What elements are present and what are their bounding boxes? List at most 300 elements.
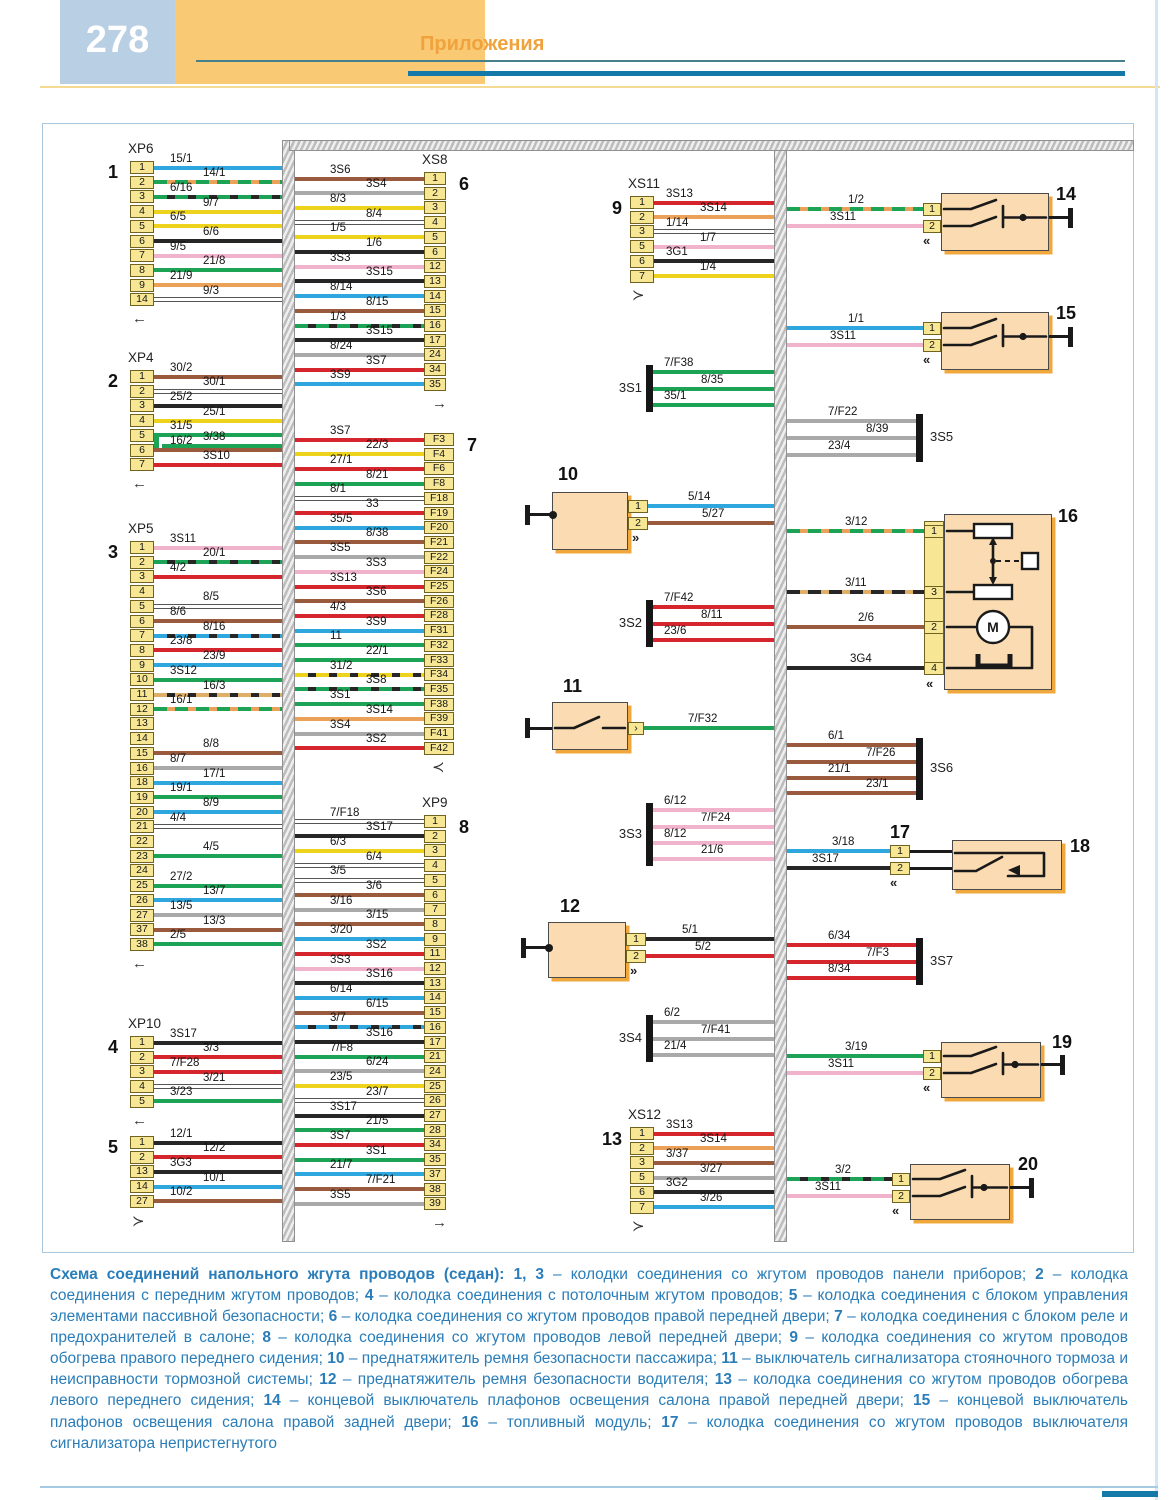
wire — [787, 1071, 923, 1075]
wire-label: 3S11 — [830, 330, 857, 342]
wire — [295, 382, 424, 386]
wire — [295, 511, 424, 515]
wire-label: 23/8 — [170, 635, 193, 648]
wire-label: 22/1 — [366, 645, 389, 657]
connector-pin: 16 — [130, 762, 154, 775]
wire-label: 6/6 — [203, 226, 219, 238]
connector-pin: 25 — [130, 879, 154, 892]
splice-label: 3S5 — [930, 429, 954, 444]
wire — [295, 908, 424, 912]
connector-pin: 2 — [924, 621, 944, 634]
wire-label: 7/F3 — [866, 947, 890, 959]
connector-pin: 7 — [130, 458, 154, 471]
wire-label: 3S7 — [330, 1129, 351, 1142]
connector-pin: 1 — [630, 196, 654, 209]
wire-label: 3/26 — [700, 1192, 723, 1204]
connector-pin: 1 — [923, 322, 941, 335]
wire-label: 3S1 — [366, 1144, 387, 1157]
wire-fork — [154, 433, 159, 448]
connector-pin: 17 — [424, 1036, 446, 1049]
wire — [295, 438, 424, 442]
wire-label: 3/18 — [832, 836, 855, 848]
wire-label: 3/21 — [203, 1071, 226, 1084]
harness-bus — [282, 140, 295, 1242]
wire-label: 21/8 — [203, 255, 226, 268]
connector-index: 13 — [601, 1129, 622, 1149]
wire-label: 3S10 — [203, 449, 230, 462]
wire-label: 8/8 — [203, 738, 219, 751]
wire-label: 3S7 — [366, 354, 387, 367]
wire-label: 3/16 — [330, 894, 353, 907]
wire — [654, 274, 774, 278]
connector-pin: F22 — [424, 551, 454, 564]
caption-term: Схема соединений напольного жгута проводов (седан): — [50, 1266, 514, 1283]
wire-label: 8/4 — [366, 207, 382, 220]
wire-label: 22/3 — [366, 439, 389, 452]
wire-label: 3/27 — [700, 1162, 723, 1175]
wire — [787, 419, 916, 423]
wire — [295, 629, 424, 633]
connector-pin: 22 — [130, 835, 154, 848]
connector-pin: 19 — [130, 791, 154, 804]
ground-icon — [1068, 327, 1073, 347]
wire-label: 7/F38 — [664, 357, 694, 369]
wire-label: 8/38 — [366, 527, 389, 540]
connector-index: 8 — [459, 817, 470, 837]
wire-label: 10/2 — [170, 1186, 193, 1199]
connector-pin: 9 — [130, 659, 154, 672]
wire — [295, 220, 424, 225]
page-edge-bottom — [40, 1486, 1158, 1488]
caption-term: 7 — [834, 1308, 843, 1326]
connector-end-symbol: ← — [132, 954, 147, 972]
wire-label: 9/7 — [203, 196, 219, 209]
wire — [295, 1187, 424, 1191]
connector-end-symbol: ≻ — [132, 1212, 145, 1230]
wire-label: 3/5 — [330, 865, 346, 878]
caption-text: – колодка соединения с потолочным жгутом проводов; — [373, 1287, 789, 1305]
wire-label: 3S4 — [366, 178, 387, 191]
splice-label: 3S3 — [618, 825, 642, 841]
connector-pin: 6 — [130, 444, 154, 457]
ground-line — [1049, 335, 1068, 338]
connector-pin: 39 — [424, 1197, 446, 1210]
component-number: 14 — [1056, 184, 1077, 204]
caption-text: – выключатель сигнализатора стояночного тормоза и неисправности тормозной системы; — [50, 1350, 1128, 1389]
wire-label: 7/F41 — [701, 1024, 731, 1036]
wire-label: 17/1 — [203, 767, 226, 780]
wire — [787, 529, 924, 533]
connector-pin: 3 — [130, 190, 154, 203]
connector-pin: 2 — [892, 1190, 910, 1203]
wire — [295, 265, 424, 269]
connector-pin: 14 — [130, 732, 154, 745]
connector-pin: 5 — [424, 874, 446, 887]
caption-text: – колодка соединения со жгутом проводов правой передней двери; — [337, 1308, 835, 1326]
buckle-switch-icon — [952, 840, 1062, 890]
wire — [295, 309, 424, 313]
connector-pin: 21 — [424, 1050, 446, 1063]
caption-text: – колодка соединения со жгутом проводов обогрева левого переднего сидения; — [50, 1371, 1128, 1410]
chevron-icon: « — [890, 875, 898, 890]
caption-term: 17 — [661, 1413, 679, 1431]
connector-pin: 1 — [892, 1173, 910, 1186]
wire — [787, 791, 916, 795]
wire-label: 21/6 — [701, 844, 724, 856]
connector-pin: 1 — [424, 815, 446, 828]
wire — [295, 482, 424, 486]
caption-term: 6 — [328, 1308, 338, 1326]
wire-label: 2/6 — [858, 612, 874, 624]
connector-end-symbol: → — [432, 394, 447, 412]
wire — [295, 732, 424, 736]
connector-end-symbol: ≺ — [432, 759, 445, 777]
chevron-icon: » — [632, 530, 640, 545]
connector-pin: 8 — [130, 264, 154, 277]
page-edge-right — [1155, 0, 1158, 1500]
wire-label: 3S13 — [330, 571, 357, 584]
wire-label: 3S9 — [330, 369, 351, 382]
wire-label: 3G1 — [666, 246, 688, 259]
component-box — [548, 922, 626, 978]
wire — [295, 235, 424, 239]
wire-label: 6/1 — [828, 730, 844, 742]
connector-pin: 4 — [424, 216, 446, 229]
wire-label: 1/5 — [330, 222, 346, 235]
connector-pin: F19 — [424, 507, 454, 520]
connector-pin: 3 — [424, 201, 446, 214]
wire-label: 7/F18 — [330, 806, 360, 819]
wire — [646, 954, 774, 958]
wire-label: 13/3 — [203, 914, 226, 927]
wire-label: 3S14 — [700, 202, 727, 215]
wire-label: 6/3 — [330, 835, 346, 848]
connector-title: XP4 — [128, 350, 154, 365]
wire — [154, 942, 282, 946]
wire-label: 23/6 — [664, 625, 687, 637]
wire-label: 3S1 — [330, 689, 351, 702]
connector-pin: 7 — [130, 629, 154, 642]
wire — [295, 294, 424, 298]
wire — [154, 707, 282, 711]
splice-label: 3S2 — [618, 614, 642, 630]
connector-title: XP9 — [422, 795, 448, 810]
connector-pin: 14 — [130, 293, 154, 306]
wire-label: 8/11 — [701, 609, 723, 621]
switch-icon — [552, 702, 628, 750]
connector-pin: 14 — [130, 1180, 154, 1193]
connector-title: XP6 — [128, 141, 154, 156]
wire-label: 30/2 — [170, 361, 193, 374]
ground-dot — [545, 944, 553, 952]
wire-label: 11 — [330, 630, 342, 643]
splice-bar — [646, 803, 653, 866]
wire-label: 12/2 — [203, 1142, 226, 1155]
wire — [787, 343, 923, 347]
connector-pin: 16 — [424, 319, 446, 332]
connector-pin: 1 — [130, 161, 154, 174]
connector-pin: 26 — [424, 1094, 446, 1107]
connector-pin: 2 — [630, 1142, 654, 1155]
wire-label: 5/1 — [682, 924, 698, 936]
connector-pin: 34 — [424, 363, 446, 376]
wire-label: 8/3 — [330, 192, 346, 205]
wire — [295, 1040, 424, 1044]
wire-label: 27/2 — [170, 870, 193, 883]
wire-label: 3/7 — [330, 1012, 346, 1025]
wire-label: 6/34 — [828, 930, 851, 942]
wire — [295, 1069, 424, 1073]
wire — [787, 436, 916, 440]
wire-label: 1/7 — [700, 231, 716, 244]
connector-pin: 2 — [923, 220, 941, 233]
ground-line — [1049, 216, 1068, 219]
connector-pin: F34 — [424, 668, 454, 681]
wire-label: 3S17 — [366, 821, 393, 834]
wire-label: 8/1 — [330, 483, 346, 496]
wire — [653, 1053, 774, 1057]
connector-pin: F21 — [424, 536, 454, 549]
caption-term: 9 — [789, 1329, 799, 1347]
wire — [787, 760, 916, 764]
connector-pin: 1 — [923, 1050, 941, 1063]
switch-icon — [910, 1164, 1010, 1220]
wire-label: 6/5 — [170, 211, 186, 224]
wire — [295, 967, 424, 971]
connector-pin: 24 — [424, 348, 446, 361]
caption-term: 1, 3 — [513, 1266, 545, 1283]
splice-bar — [646, 1015, 653, 1062]
connector-pin: 23 — [130, 850, 154, 863]
wire-label: 3/12 — [845, 516, 868, 528]
wire — [295, 452, 424, 456]
wire — [295, 467, 424, 471]
wire — [787, 1194, 892, 1198]
wire — [295, 353, 424, 357]
caption-term: 12 — [319, 1371, 337, 1389]
wire — [295, 1172, 424, 1176]
wire — [787, 776, 916, 780]
wire-label: 3/38 — [203, 431, 226, 444]
connector-pin: F31 — [424, 624, 454, 637]
wire-label: 3S3 — [330, 953, 351, 966]
wire-label: 5/2 — [695, 941, 711, 953]
wire — [787, 943, 916, 947]
splice-bar — [646, 600, 653, 647]
connector-pin: 3 — [424, 844, 446, 857]
connector-pin: F26 — [424, 595, 454, 608]
connector-index: 9 — [611, 198, 622, 218]
wire — [295, 599, 424, 603]
chevron-icon: « — [923, 352, 931, 367]
splice-bar — [916, 938, 923, 985]
wire — [295, 585, 424, 589]
connector-pin: 1 — [628, 500, 648, 513]
connector-pin: 37 — [424, 1168, 446, 1181]
connector-pin: 3 — [630, 1156, 654, 1169]
caption-term: 11 — [721, 1350, 738, 1368]
wire — [295, 555, 424, 559]
wire — [787, 625, 924, 629]
connector-pin: 7 — [130, 249, 154, 262]
connector-end-symbol: ≻ — [632, 1218, 645, 1236]
wire-label: 6/16 — [170, 181, 193, 194]
wire — [295, 996, 424, 1000]
wire-label: 23/4 — [828, 440, 851, 452]
wire — [295, 673, 424, 677]
figure-caption — [50, 1264, 1128, 1454]
wire-label: 2/5 — [170, 929, 186, 942]
connector-pin: F42 — [424, 742, 454, 755]
splice-bar — [916, 738, 923, 800]
connector-pin: 11 — [424, 947, 446, 960]
wire — [295, 893, 424, 897]
wire — [653, 403, 774, 407]
connector-pin: 4 — [130, 205, 154, 218]
wire-label: 21/1 — [828, 763, 851, 775]
harness-bus — [289, 140, 1134, 151]
connector-pin: F8 — [424, 477, 454, 490]
connector-pin: F4 — [424, 448, 454, 461]
connector-pin: 5 — [130, 1095, 154, 1108]
connector-pin: 5 — [424, 231, 446, 244]
ground-icon — [1068, 208, 1073, 228]
wire-label: 3/15 — [366, 909, 389, 922]
connector-pin: 14 — [424, 290, 446, 303]
connector-pin: 35 — [424, 378, 446, 391]
connector-pin: › — [628, 722, 644, 735]
wire — [295, 1055, 424, 1059]
caption-text: – колодка соединения с передним жгутом проводов; — [50, 1266, 1128, 1305]
chevron-icon: « — [923, 233, 931, 248]
wire-label: 35/1 — [664, 390, 687, 402]
wire-label: 3S2 — [366, 938, 387, 951]
wire-label: 6/2 — [664, 1007, 680, 1019]
connector-pin: 6 — [630, 255, 654, 268]
wire-label: 3S8 — [366, 674, 387, 687]
connector-pin: 27 — [130, 909, 154, 922]
wire — [295, 863, 424, 868]
connector-pin: F33 — [424, 654, 454, 667]
connector-pin: 25 — [424, 1080, 446, 1093]
wire-label: 3S7 — [330, 424, 351, 437]
connector-pin: 7 — [424, 903, 446, 916]
wire-label: 21/5 — [366, 1115, 389, 1128]
connector-pin: 5 — [130, 220, 154, 233]
connector-pin: F28 — [424, 609, 454, 622]
chevron-icon: » — [630, 963, 638, 978]
wire-label: 25/2 — [170, 390, 193, 403]
wire-label: 3S9 — [366, 615, 387, 628]
wire-label: 6/12 — [664, 795, 687, 807]
chevron-icon: « — [892, 1203, 900, 1218]
wire-label: 3S14 — [700, 1133, 727, 1146]
wire-label: 21/4 — [664, 1040, 687, 1052]
wire — [295, 324, 424, 328]
wire-label: 3S6 — [330, 163, 351, 176]
wire — [295, 1098, 424, 1103]
caption-text: – концевой выключатель плафонов освещения салона правой задней двери; — [50, 1392, 1128, 1431]
connector-pin: 6 — [130, 615, 154, 628]
connector-title: XS11 — [628, 176, 661, 191]
connector-pin: 6 — [630, 1186, 654, 1199]
wire — [644, 726, 774, 730]
wire — [295, 702, 424, 706]
wire — [648, 521, 774, 525]
switch-icon — [941, 312, 1049, 370]
connector-pin: F18 — [424, 492, 454, 505]
wire-label: 8/9 — [203, 797, 219, 810]
component-number: 11 — [563, 676, 583, 696]
svg-text:M: M — [987, 619, 999, 635]
wire-label: 6/24 — [366, 1056, 389, 1069]
wire — [295, 368, 424, 372]
connector-pin: 38 — [130, 938, 154, 951]
connector-pin: 1 — [130, 1036, 154, 1049]
connector-pin: 20 — [130, 806, 154, 819]
wire — [910, 867, 952, 870]
connector-pin: F3 — [424, 433, 454, 446]
wire-label: 16/2 — [170, 435, 193, 447]
wire — [295, 834, 424, 838]
connector-pin: 3 — [130, 1065, 154, 1078]
connector-pin: 1 — [130, 1136, 154, 1149]
connector-index: 6 — [459, 174, 470, 194]
wire-label: 8/34 — [828, 963, 851, 975]
wire — [295, 177, 424, 181]
wire — [154, 854, 282, 858]
wire-label: 4/4 — [170, 811, 186, 824]
wire — [295, 1084, 424, 1088]
caption-text: – колодка соединения с блоком реле и предохранителей в салоне; — [50, 1308, 1129, 1347]
wire-label: 5/27 — [702, 508, 725, 520]
wire — [295, 526, 424, 530]
wire-label: 6/15 — [366, 997, 389, 1010]
wire — [295, 717, 424, 721]
caption-text: – колодки соединения со жгутом проводов панели приборов; — [544, 1266, 1036, 1283]
wire-label: 3G4 — [850, 653, 872, 665]
splice-label: 3S4 — [618, 1029, 642, 1045]
wire-label: 3S17 — [330, 1100, 357, 1113]
connector-pin: 2 — [630, 211, 654, 224]
wire-label: 7/F26 — [866, 747, 896, 759]
connector-end-symbol: ← — [132, 310, 147, 327]
splice-label: 3S7 — [930, 952, 954, 968]
header-title: Приложения — [420, 33, 545, 55]
caption-text: – концевой выключатель плафонов освещения салона правой передней двери; — [280, 1392, 914, 1410]
connector-pin: 17 — [424, 334, 446, 347]
connector-pin: F32 — [424, 639, 454, 652]
wire — [653, 638, 774, 642]
wire — [295, 279, 424, 283]
connector-end-symbol: ← — [132, 1111, 147, 1129]
connector-pin: 1 — [924, 525, 944, 538]
wire — [295, 1158, 424, 1162]
wire-label: 3/37 — [666, 1147, 689, 1160]
wire — [787, 224, 923, 228]
connector-pin: 15 — [424, 304, 446, 317]
splice-label: 3S6 — [930, 760, 954, 775]
connector-pin: F39 — [424, 712, 454, 725]
connector-pin: 4 — [424, 859, 446, 872]
wire-label: 15/1 — [170, 152, 193, 165]
wire — [653, 857, 774, 861]
wire-label: 1/4 — [700, 261, 716, 273]
wire — [787, 743, 916, 747]
connector-pin: 18 — [130, 776, 154, 789]
wire-label: 1/6 — [366, 237, 382, 249]
splice-bar — [646, 365, 653, 412]
